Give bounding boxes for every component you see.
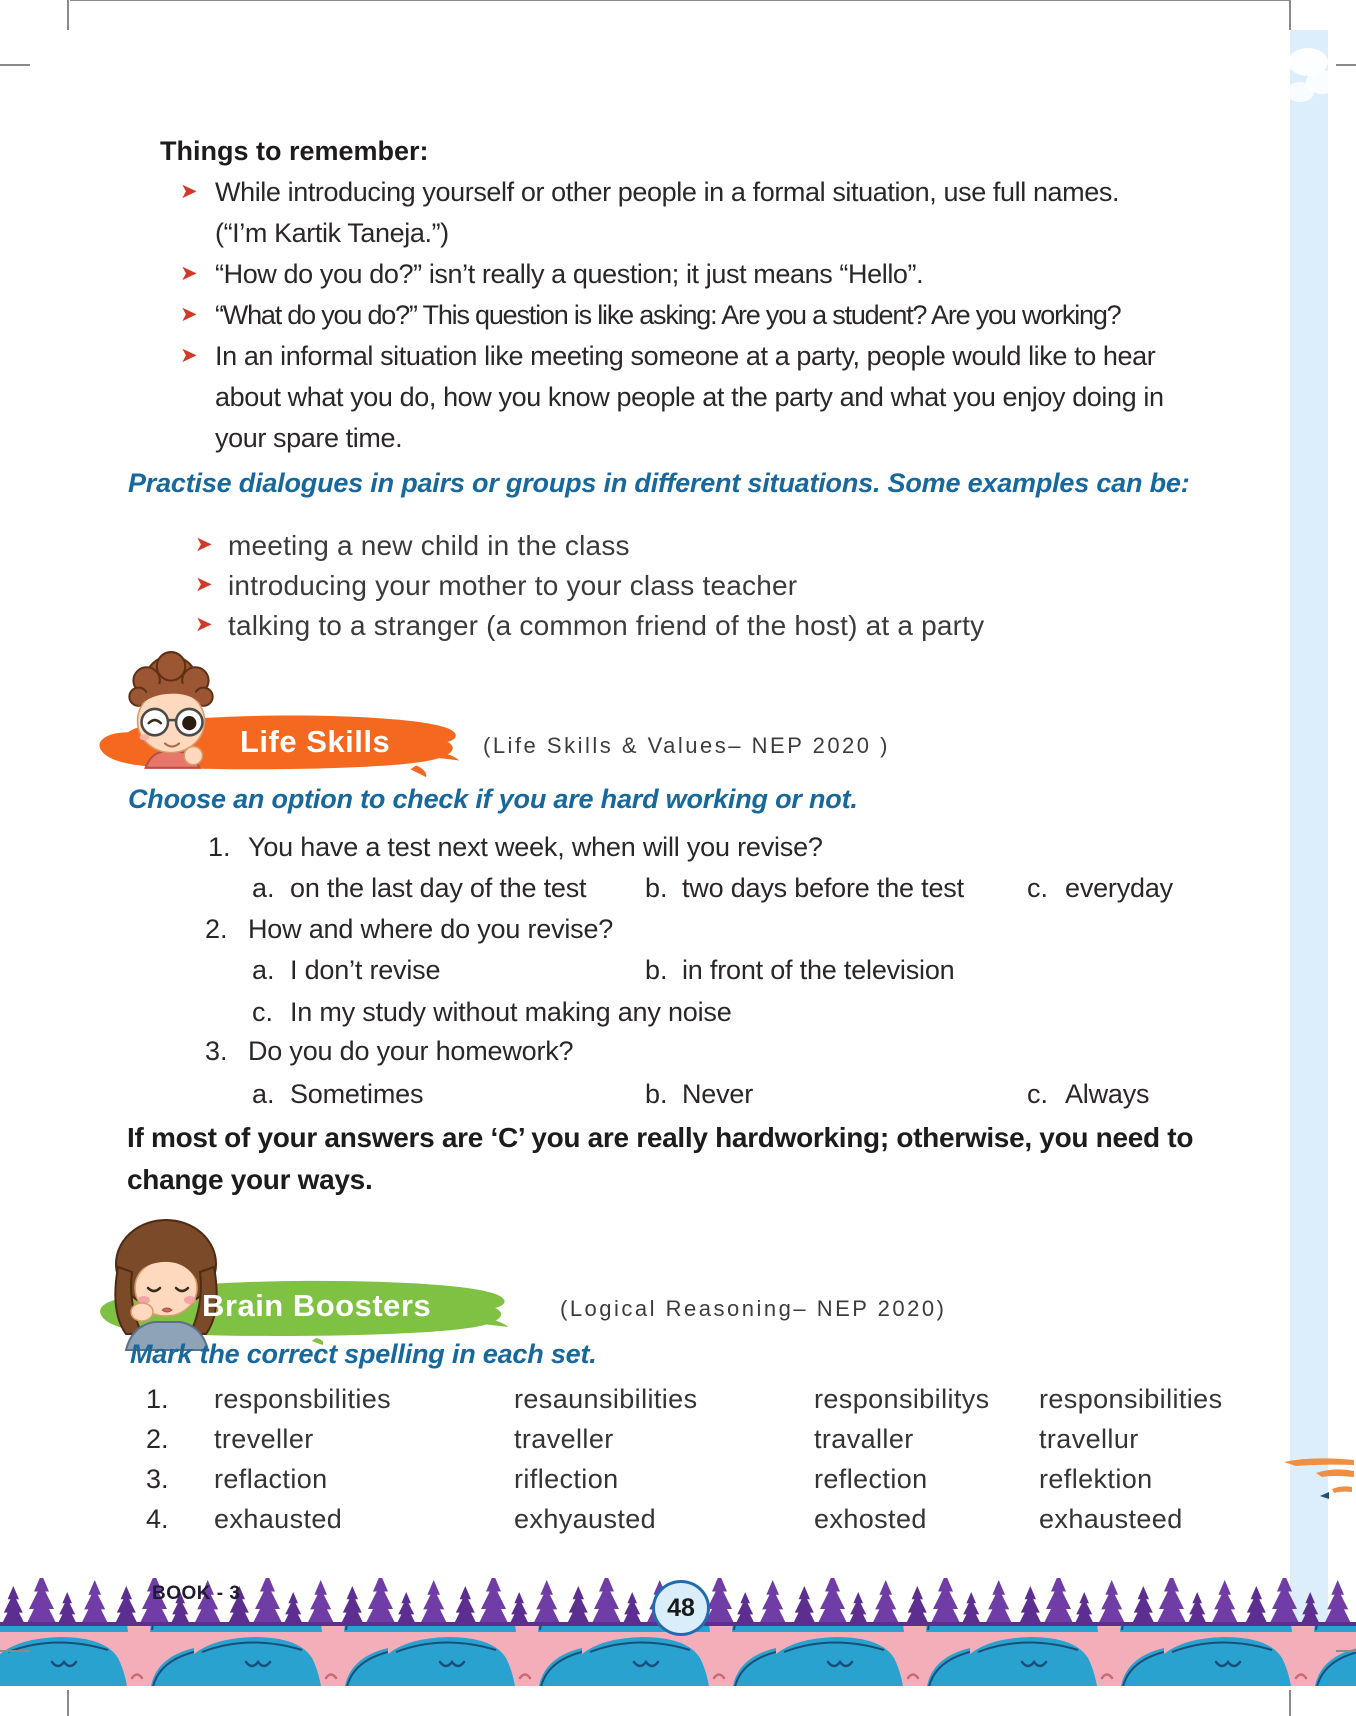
question-number: 3.	[205, 1036, 228, 1066]
option-letter: c.	[252, 997, 274, 1027]
quiz-note-line: If most of your answers are ‘C’ you are really hardworking; otherwise, you need to	[127, 1122, 1194, 1153]
option-text: everyday	[1065, 873, 1173, 903]
crop-mark	[0, 1650, 30, 1652]
spelling-word: reflection	[814, 1464, 928, 1494]
question-text: You have a test next week, when will you revise?	[248, 832, 823, 862]
option-text: Always	[1065, 1079, 1150, 1109]
option-letter: c.	[1027, 873, 1049, 903]
spelling-word: responsibilitys	[814, 1384, 990, 1414]
spelling-word: exhausteed	[1039, 1504, 1183, 1534]
bullet-arrow-icon: ➤	[180, 262, 198, 285]
spelling-word: riflection	[514, 1464, 619, 1494]
brain-boosters-intro: Mark the correct spelling in each set.	[130, 1339, 597, 1369]
quiz-note-line: change your ways.	[127, 1164, 373, 1195]
bullet-line: your spare time.	[215, 423, 403, 453]
row-number: 2.	[146, 1424, 169, 1454]
example-item: meeting a new child in the class	[228, 530, 630, 561]
spelling-word: reflaction	[214, 1464, 328, 1494]
practise-heading: Practise dialogues in pairs or groups in different situations. Some examples can be:	[128, 468, 1190, 498]
option-text: two days before the test	[682, 873, 964, 903]
bullet-line: In an informal situation like meeting someone at a party, people would like to hear	[215, 341, 1156, 371]
page-number-badge: 48	[652, 1580, 710, 1636]
bullet-line: “How do you do?” isn’t really a question; it just means “Hello”.	[215, 259, 924, 289]
side-margin-strip	[1290, 30, 1328, 1630]
option-letter: a.	[252, 955, 275, 985]
row-number: 1.	[146, 1384, 169, 1414]
bullet-line: While introducing yourself or other people in a formal situation, use full names.	[215, 177, 1120, 207]
example-item: talking to a stranger (a common friend of the host) at a party	[228, 610, 985, 641]
cloud-decoration	[1284, 36, 1338, 126]
spelling-word: responsbilities	[214, 1384, 392, 1414]
crop-mark	[1289, 0, 1291, 30]
bullet-line: “What do you do?” This question is like asking: Are you a student? Are you working?	[215, 300, 1121, 330]
bullet-arrow-icon: ➤	[195, 533, 213, 556]
option-text: I don’t revise	[290, 955, 441, 985]
life-skills-caption: (Life Skills & Values– NEP 2020 )	[483, 733, 890, 758]
crop-mark	[67, 1690, 69, 1716]
option-letter: a.	[252, 873, 275, 903]
row-number: 4.	[146, 1504, 169, 1534]
brain-boosters-badge: Brain Boosters	[202, 1288, 432, 1323]
spelling-word: treveller	[214, 1424, 314, 1454]
bullet-line: (“I’m Kartik Taneja.”)	[215, 218, 449, 248]
option-text: In my study without making any noise	[290, 997, 732, 1027]
crop-mark	[1336, 64, 1356, 66]
spelling-word: exhyausted	[514, 1504, 657, 1534]
spelling-word: reflektion	[1039, 1464, 1153, 1494]
option-letter: c.	[1027, 1079, 1049, 1109]
things-heading: Things to remember:	[160, 136, 429, 166]
option-letter: b.	[645, 873, 668, 903]
bullet-line: about what you do, how you know people at the party and what you enjoy doing in	[215, 382, 1164, 412]
crop-mark	[0, 64, 30, 66]
crop-mark	[1336, 1650, 1356, 1652]
spelling-word: exhosted	[814, 1504, 927, 1534]
example-item: introducing your mother to your class teacher	[228, 570, 798, 601]
top-trim-line	[70, 0, 1290, 1]
boy-character-illustration	[110, 648, 232, 780]
bullet-arrow-icon: ➤	[180, 344, 198, 367]
life-skills-intro: Choose an option to check if you are hard working or not.	[128, 784, 858, 814]
crop-mark	[67, 0, 69, 30]
option-letter: a.	[252, 1079, 275, 1109]
question-number: 2.	[205, 914, 228, 944]
question-text: How and where do you revise?	[248, 914, 614, 944]
question-text: Do you do your homework?	[248, 1036, 574, 1066]
spelling-word: traveller	[514, 1424, 614, 1454]
spelling-word: travaller	[814, 1424, 914, 1454]
spelling-word: travellur	[1039, 1424, 1139, 1454]
row-number: 3.	[146, 1464, 169, 1494]
bullet-arrow-icon: ➤	[180, 303, 198, 326]
spelling-word: exhausted	[214, 1504, 343, 1534]
spelling-word: responsibilities	[1039, 1384, 1223, 1414]
bullet-arrow-icon: ➤	[180, 180, 198, 203]
girl-character-illustration	[92, 1212, 240, 1352]
option-letter: b.	[645, 1079, 668, 1109]
orange-swirl-decoration	[1282, 1448, 1356, 1504]
option-text: on the last day of the test	[290, 873, 587, 903]
option-letter: b.	[645, 955, 668, 985]
book-label: BOOK - 3	[152, 1583, 241, 1604]
bullet-arrow-icon: ➤	[195, 613, 213, 636]
brain-boosters-caption: (Logical Reasoning– NEP 2020)	[560, 1296, 947, 1321]
bullet-arrow-icon: ➤	[195, 573, 213, 596]
life-skills-badge: Life Skills	[240, 724, 391, 759]
option-text: in front of the television	[682, 955, 955, 985]
option-text: Sometimes	[290, 1079, 424, 1109]
spelling-word: resaunsibilities	[514, 1384, 698, 1414]
crop-mark	[1289, 1690, 1291, 1716]
question-number: 1.	[208, 832, 231, 862]
option-text: Never	[682, 1079, 754, 1109]
